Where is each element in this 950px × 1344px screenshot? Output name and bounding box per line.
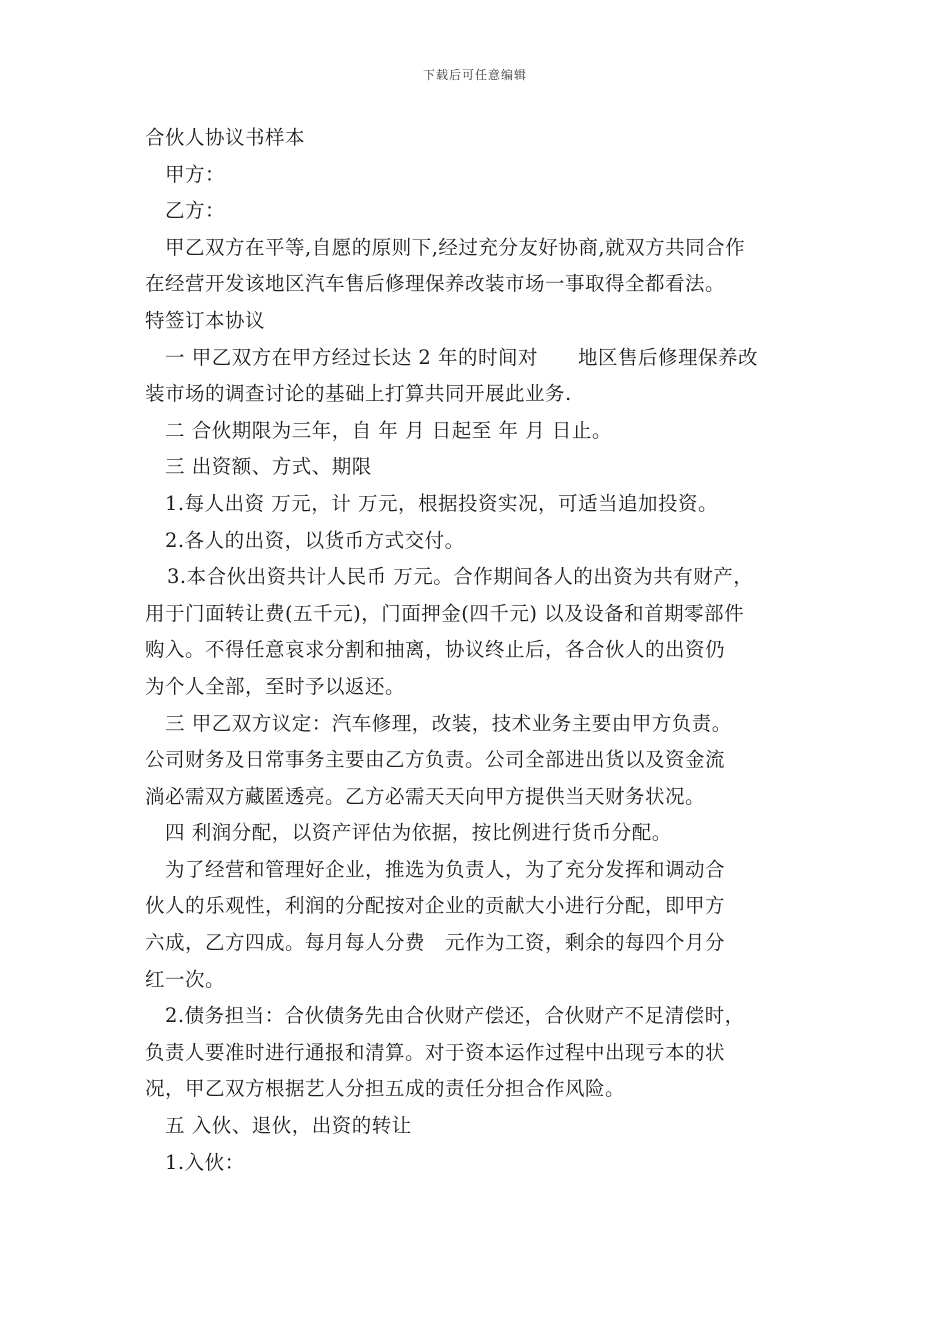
paragraph-line: 况，甲乙双方根据艺人分担五成的责任分担合作风险。 — [145, 1077, 626, 1101]
paragraph-line: 用于门面转让费(五千元)，门面押金(四千元) 以及设备和首期零部件 — [145, 601, 745, 625]
clause-one-line: 装市场的调查讨论的基础上打算共同开展此业务. — [145, 382, 572, 406]
document-body — [145, 120, 815, 1181]
party-a-line: 甲方： — [165, 162, 226, 186]
subclause-line: 3.本合伙出资共计人民币 万元。合作期间各人的出资为共有财产， — [167, 565, 754, 589]
subclause-line: 1.入伙： — [165, 1150, 245, 1174]
subclause-line: 2.各人的出资，以货币方式交付。 — [165, 528, 465, 552]
party-b-line: 乙方： — [165, 199, 226, 223]
paragraph-line: 为了经营和管理好企业，推选为负责人，为了充分发挥和调动合 — [165, 857, 726, 881]
paragraph-line: 购入。不得任意哀求分割和抽离，协议终止后，各合伙人的出资仍 — [145, 638, 726, 662]
clause-line: 三 甲乙双方议定：汽车修理，改装，技术业务主要由甲方负责。 — [165, 711, 732, 735]
clause-three-heading: 三 出资额、方式、期限 — [165, 455, 372, 479]
document-title: 合伙人协议书样本 — [145, 126, 306, 149]
paragraph-line: 公司财务及日常事务主要由乙方负责。公司全部进出货以及资金流 — [145, 748, 726, 772]
clause-two-line: 二 合伙期限为三年，自 年 月 日起至 年 月 日止。 — [165, 418, 612, 442]
subclause-line: 2.债务担当：合伙债务先由合伙财产偿还，合伙财产不足清偿时， — [165, 1004, 745, 1028]
paragraph-line: 为个人全部，至时予以返还。 — [145, 674, 406, 698]
paragraph-line: 红一次。 — [145, 967, 226, 991]
paragraph-line: 特签订本协议 — [145, 308, 266, 332]
header-note: 下载后可任意编辑 — [422, 68, 527, 82]
paragraph-line: 甲乙双方在平等,自愿的原则下,经过充分友好协商,就双方共同合作 — [165, 235, 746, 259]
paragraph-line: 在经营开发该地区汽车售后修理保养改装市场一事取得全都看法。 — [145, 272, 726, 296]
clause-four-line: 四 利润分配，以资产评估为依据，按比例进行货币分配。 — [165, 821, 672, 845]
subclause-line: 1.每人出资 万元，计 万元，根据投资实况，可适当追加投资。 — [165, 491, 719, 515]
clause-five-heading: 五 入伙、退伙，出资的转让 — [165, 1114, 412, 1138]
paragraph-line: 伙人的乐观性，利润的分配按对企业的贡献大小进行分配，即甲方 — [145, 894, 726, 918]
paragraph-line: 淌必需双方藏匿透亮。乙方必需天天向甲方提供当天财务状况。 — [145, 784, 706, 808]
paragraph-line: 六成，乙方四成。每月每人分费 元作为工资，剩余的每四个月分 — [145, 931, 726, 955]
clause-one-line: 一 甲乙双方在甲方经过长达 2 年的时间对 地区售后修理保养改 — [165, 345, 759, 369]
paragraph-line: 负责人要准时进行通报和清算。对于资本运作过程中出现亏本的状 — [145, 1040, 726, 1064]
